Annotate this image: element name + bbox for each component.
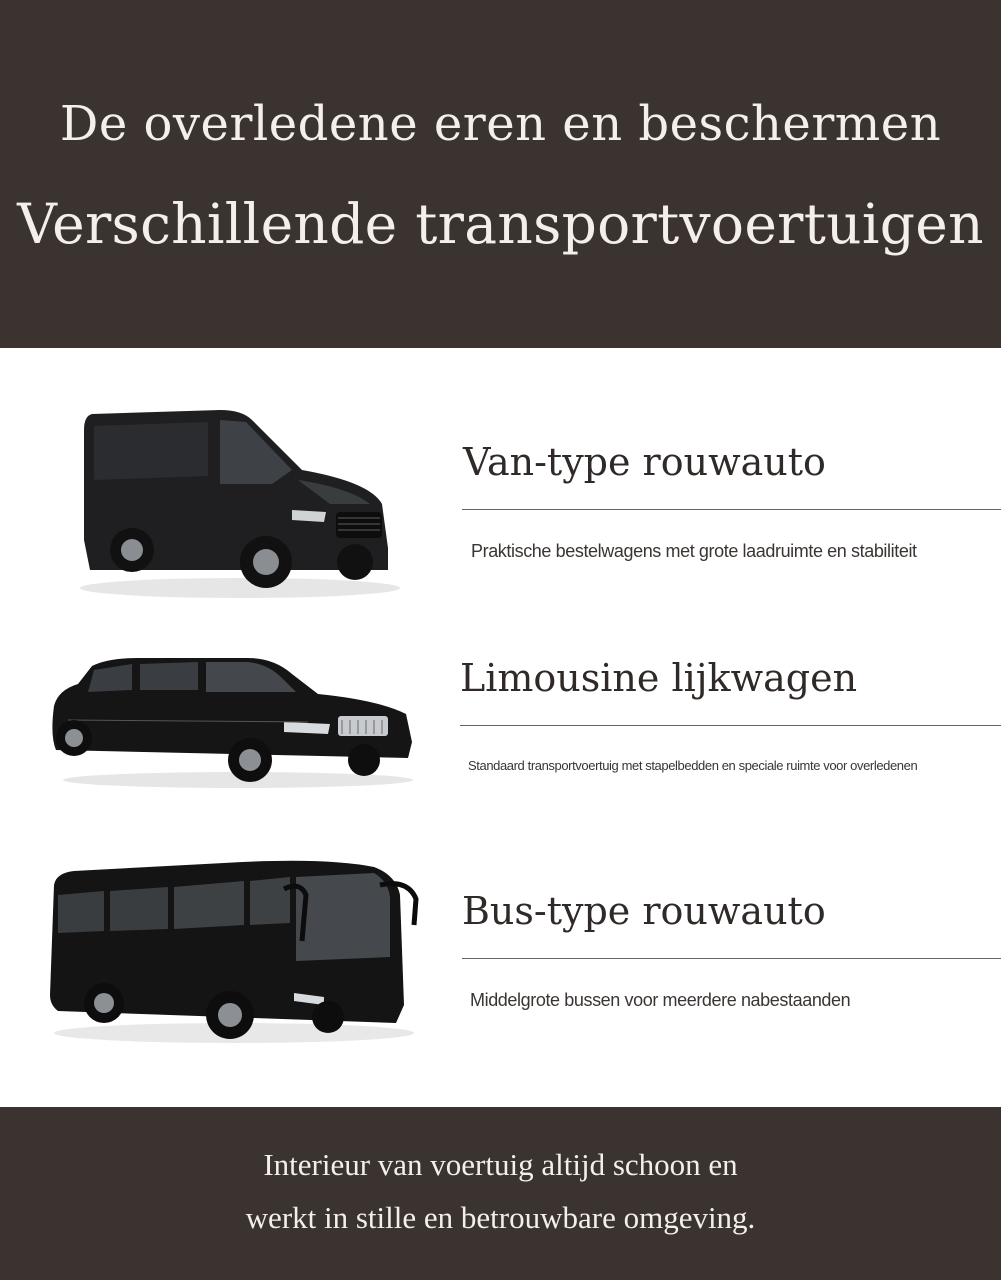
footer-banner (0, 1107, 1001, 1280)
limousine-icon (48, 650, 418, 795)
vehicle-title-van: Van-type rouwauto (463, 440, 826, 484)
footer-text-line1: Interieur van voertuig altijd schoon en (263, 1147, 738, 1182)
footer-text-line2: werkt in stille en betrouwbare omgeving. (245, 1200, 756, 1235)
divider (460, 725, 1001, 726)
divider (462, 509, 1001, 510)
vehicle-description-van: Praktische bestelwagens met grote laadruimte en stabiliteit (471, 541, 917, 561)
vehicle-title-limousine: Limousine lijkwagen (460, 656, 858, 700)
page-title: Verschillende transportvoertuigen (17, 192, 984, 256)
vehicle-description-bus: Middelgrote bussen voor meerdere nabestaanden (470, 990, 851, 1010)
bus-icon (44, 855, 428, 1050)
header-tagline: De overledene eren en beschermen (59, 96, 942, 152)
van-icon (70, 400, 400, 605)
divider (462, 958, 1001, 959)
vehicle-title-bus: Bus-type rouwauto (462, 889, 826, 933)
vehicle-description-limousine: Standaard transportvoertuig met stapelbedden en speciale ruimte voor overledenen (468, 758, 918, 773)
header-banner (0, 0, 1001, 348)
